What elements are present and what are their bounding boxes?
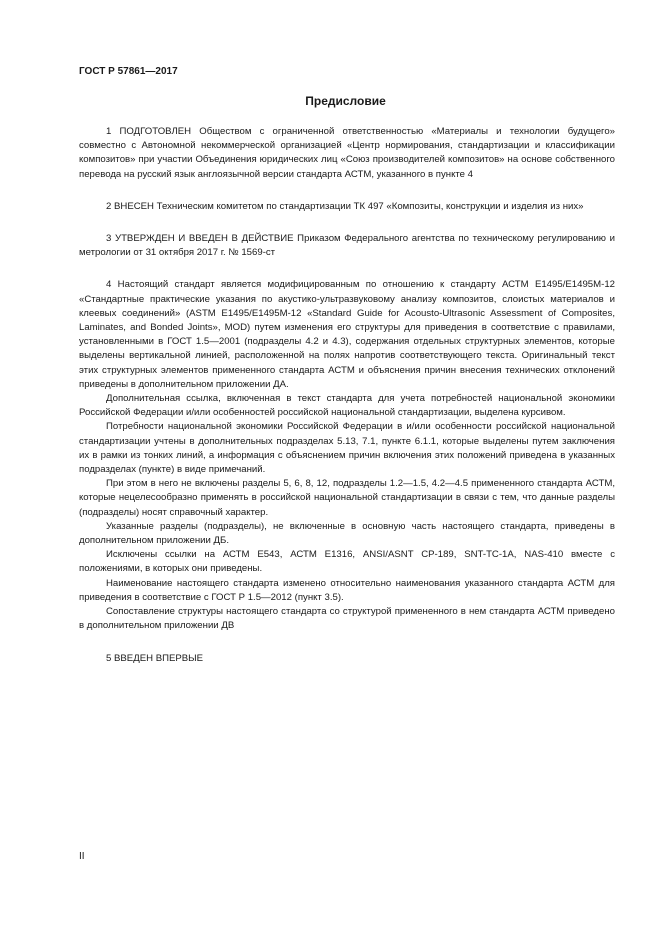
paragraph-4-structure-comparison: Сопоставление структуры настоящего стандарта со структурой примененного в нем стандарта АСТМ приведено в дополнительном приложении ДВ [79, 606, 615, 632]
paragraph-4-excluded-sections: При этом в него не включены разделы 5, 6, 8, 12, подразделы 1.2—1.5, 4.2—4.5 примененного стандарта АСТМ, которые нецелесообразно применять в российской национальной стандартизации в связи с тем, что данные разделы (подразделы) носят справочный характер. [79, 478, 615, 518]
paragraph-5: 5 ВВЕДЕН ВПЕРВЫЕ [106, 652, 204, 664]
paragraph-1: 1 ПОДГОТОВЛЕН Обществом с ограниченной ответственностью «Материалы и технологии будущего» совместно с Автономной некоммерческой организацией «Центр нормирования, стандартизации и классификации композитов» при участии Объединения юридических лиц «Союз производителей композитов» на основе собственного перевода на русский язык англоязычной версии стандарта АСТМ, указанного в пункте 4 [79, 126, 615, 180]
document-header: ГОСТ Р 57861—2017 [79, 66, 178, 77]
page-title: Предисловие [305, 94, 386, 108]
paragraph-4: 4 Настоящий стандарт является модифицированным по отношению к стандарту АСТМ Е1495/Е1495М-12 «Стандартные практические указания по акустико-ультразвуковому анализу композитов, слоистых материалов и клеевых соединений» (ASTM E1495/E1495M-12 «Standard Guide for Acousto-Ultrasonic Assessment of Composites, Laminates, and Bonded Joints», MOD) путем изменения его структуры для приведения в соответствие с правилами, установленными в ГОСТ 1.5—2001 (подразделы 4.2 и 4.3), содержания отдельных структурных элементов, которые выделены вертикальной линией, расположенной на полях напротив соответствующего текста. Оригинальный текст этих структурных элементов примененного стандарта АСТМ и объяснения причин внесения технических отклонений приведены в дополнительном приложении ДА. [79, 279, 615, 390]
page-number: II [79, 851, 85, 862]
paragraph-2: 2 ВНЕСЕН Техническим комитетом по стандартизации ТК 497 «Композиты, конструкции и изделия из них» [106, 200, 584, 212]
paragraph-4-additional-reference: Дополнительная ссылка, включенная в текст стандарта для учета потребностей национальной экономики Российской Федерации и/или особенностей российской национальной стандартизации, выделена курсивом. [79, 393, 615, 419]
paragraph-4-title-change: Наименование настоящего стандарта изменено относительно наименования указанного стандарта АСТМ для приведения в соответствие с ГОСТ Р 1.5—2012 (пункт 3.5). [79, 577, 615, 603]
paragraph-4-appendix-db: Указанные разделы (подразделы), не включенные в основную часть настоящего стандарта, приведены в дополнительном приложении ДБ. [79, 520, 615, 547]
paragraph-3: 3 УТВЕРЖДЕН И ВВЕДЕН В ДЕЙСТВИЕ Приказом Федерального агентства по техническому регулированию и метрологии от 31 октября 2017 г. № 1569-ст [79, 233, 615, 259]
paragraph-4-national-needs: Потребности национальной экономики Российской Федерации в и/или особенности российской национальной стандартизации учтены в дополнительных подразделах 5.13, 7.1, пункте 6.1.1, которые выделены путем заключения их в рамки из тонких линий, а информация с объяснением причин включения этих положений приведена в указанных подразделах (пункте) в виде примечаний. [79, 421, 615, 476]
foreword-body [79, 125, 615, 666]
paragraph-4-excluded-references: Исключены ссылки на АСТМ Е543, АСТМ Е1316, ANSI/ASNT CP-189, SNT-TC-1A, NAS-410 вместе с положениями, в которых они приведены. [79, 549, 615, 575]
